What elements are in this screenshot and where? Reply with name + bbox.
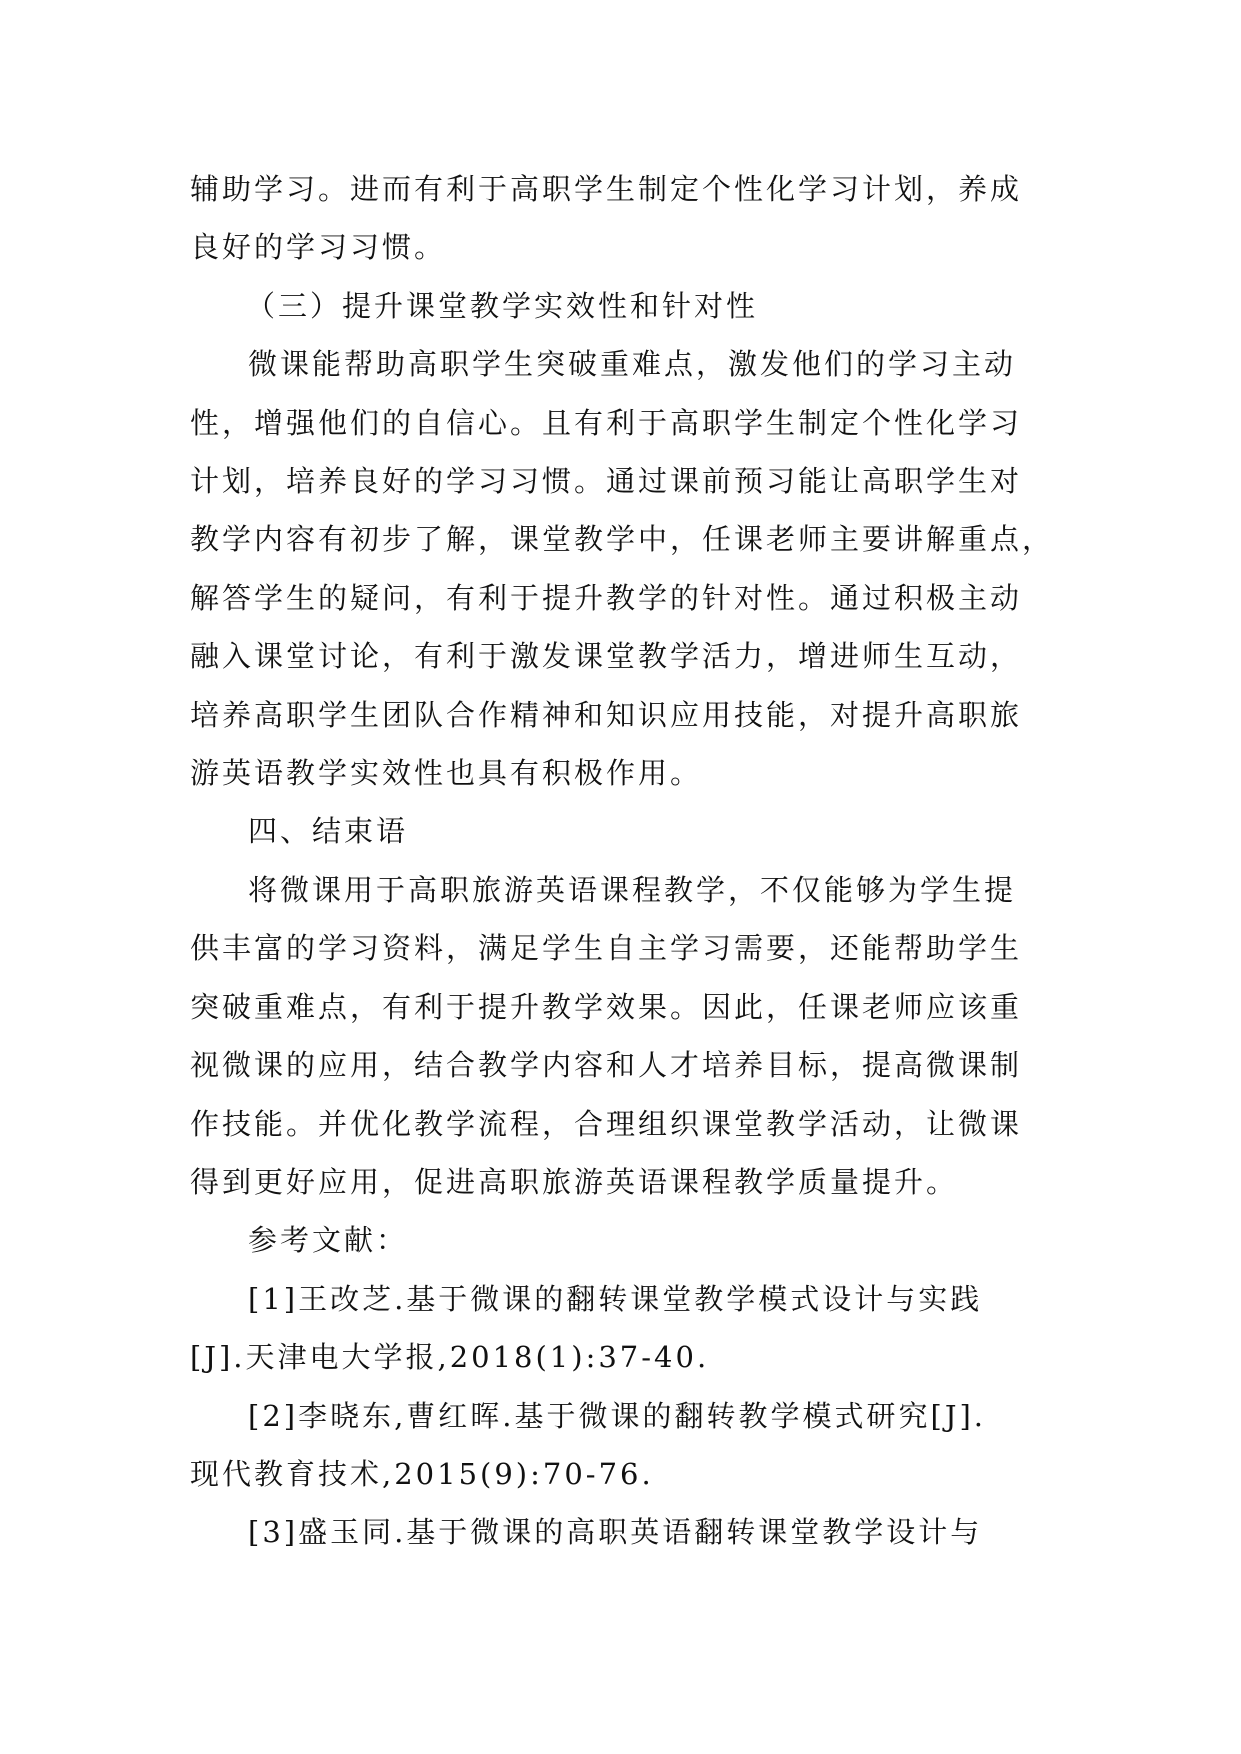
- reference-item-1: [190, 1270, 1050, 1387]
- section-heading-3: [190, 277, 1050, 335]
- text-line: 良好的学习习惯。: [190, 230, 447, 265]
- text-line: 培养高职学生团队合作精神和知识应用技能，对提升高职旅: [190, 697, 1023, 732]
- text-line: [J].天津电大学报,2018(1):37-40.: [190, 1340, 710, 1375]
- text-line: 计划，培养良好的学习习惯。通过课前预习能让高职学生对: [190, 464, 1023, 499]
- text-line: 现代教育技术,2015(9):70-76.: [190, 1456, 654, 1491]
- document-body: [190, 160, 1055, 1562]
- text-line: 解答学生的疑问，有利于提升教学的针对性。通过积极主动: [190, 580, 1023, 615]
- heading-text: 参考文献：: [248, 1223, 409, 1258]
- text-line: 将微课用于高职旅游英语课程教学，不仅能够为学生提: [248, 872, 1017, 907]
- section-heading-4: [190, 802, 1050, 860]
- reference-item-2: [190, 1387, 1050, 1504]
- text-line: 供丰富的学习资料，满足学生自主学习需要，还能帮助学生: [190, 931, 1023, 966]
- heading-text: （三）提升课堂教学实效性和针对性: [246, 288, 759, 323]
- text-line: 教学内容有初步了解，课堂教学中，任课老师主要讲解重点，: [190, 522, 1055, 557]
- paragraph-microlecture-benefits: [190, 335, 1055, 802]
- text-line: 作技能。并优化教学流程，合理组织课堂教学活动，让微课: [190, 1106, 1023, 1141]
- text-line: 得到更好应用，促进高职旅游英语课程教学质量提升。: [190, 1164, 959, 1199]
- text-line: [2]李晓东,曹红晖.基于微课的翻转教学模式研究[J].: [248, 1398, 986, 1433]
- text-line: [3]盛玉同.基于微课的高职英语翻转课堂教学设计与: [248, 1515, 983, 1550]
- text-line: 性，增强他们的自信心。且有利于高职学生制定个性化学习: [190, 405, 1023, 440]
- paragraph-conclusion: [190, 861, 1050, 1211]
- text-line: 辅助学习。进而有利于高职学生制定个性化学习计划，养成: [190, 172, 1023, 206]
- text-line: 微课能帮助高职学生突破重难点，激发他们的学习主动: [248, 347, 1017, 382]
- text-line: 视微课的应用，结合教学内容和人才培养目标，提高微课制: [190, 1048, 1023, 1083]
- reference-item-3: [190, 1503, 1050, 1561]
- text-line: [1]王改芝.基于微课的翻转课堂教学模式设计与实践: [248, 1281, 983, 1316]
- text-line: 融入课堂讨论，有利于激发课堂教学活力，增进师生互动，: [190, 639, 1023, 674]
- references-heading: [190, 1211, 1050, 1269]
- heading-text: 四、结束语: [248, 814, 409, 849]
- text-line: 突破重难点，有利于提升教学效果。因此，任课老师应该重: [190, 989, 1023, 1024]
- text-line: 游英语教学实效性也具有积极作用。: [190, 756, 703, 791]
- paragraph-continued: [190, 160, 1050, 277]
